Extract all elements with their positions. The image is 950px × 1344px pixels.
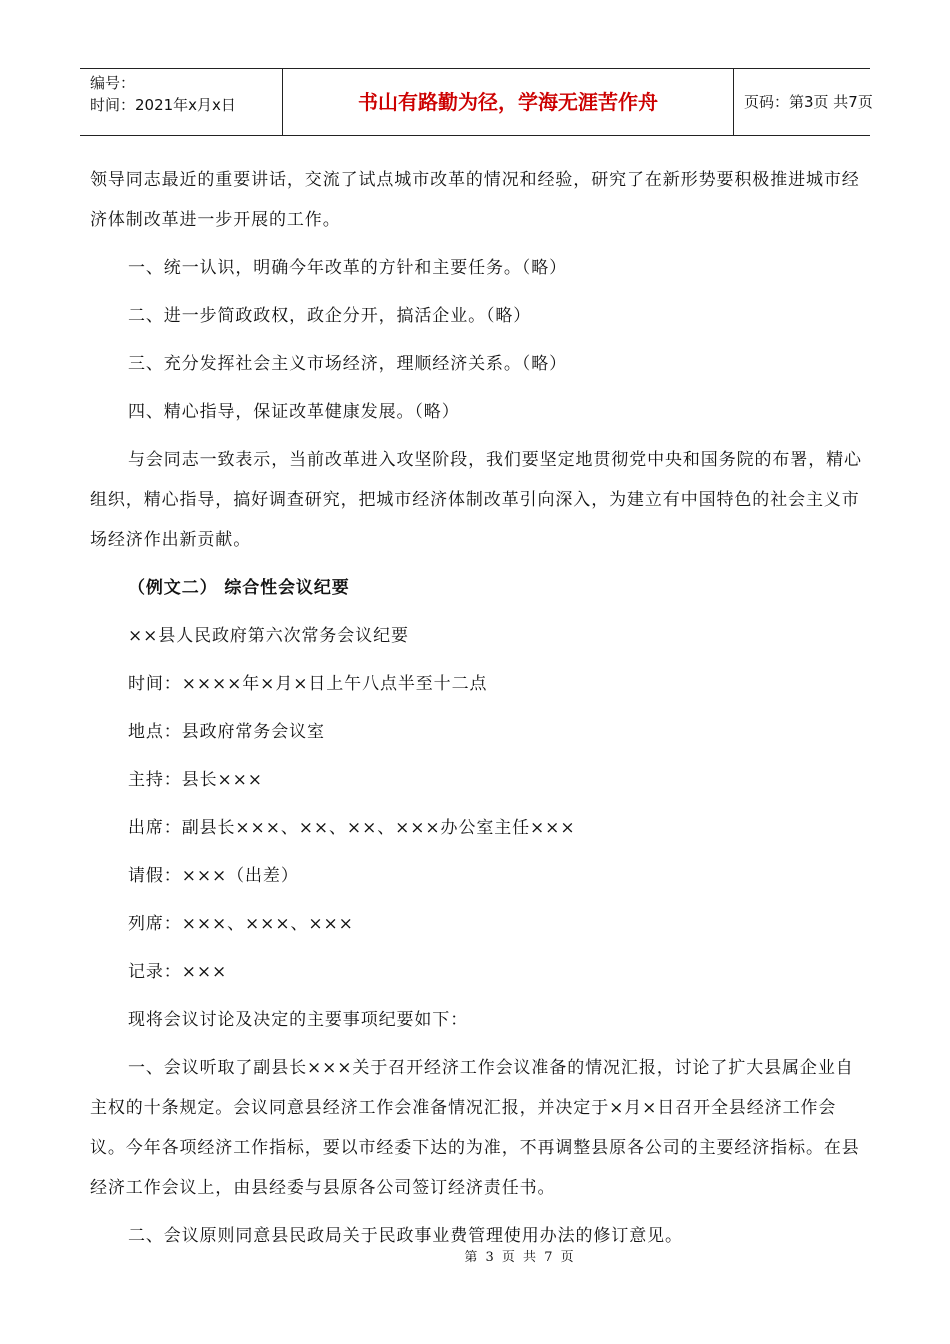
paragraph: 时间：××××年×月×日上午八点半至十二点 (128, 674, 488, 694)
paragraph: 记录：××× (128, 962, 228, 982)
document-body (90, 160, 862, 1256)
paragraph: 领导同志最近的重要讲话，交流了试点城市改革的情况和经验，研究了在新形势要积极推进城市经济体制改革进一步开展的工作。 (90, 170, 860, 230)
paragraph: 三、充分发挥社会主义市场经济，理顺经济关系。（略） (128, 354, 567, 374)
paragraph: 列席：×××、×××、××× (128, 914, 354, 934)
paragraph: 一、会议听取了副县长×××关于召开经济工作会议准备的情况汇报，讨论了扩大县属企业自主权的十条规定。会议同意县经济工作会准备情况汇报，并决定于×月×日召开全县经济工作会议。今年各项经济工作指标，要以市经委下达的为准，不再调整县原各公司的主要经济指标。在县经济工作会议上，由县经委与县原各公司签订经济责任书。 (90, 1058, 860, 1198)
section-heading: （例文二） 综合性会议纪要 (128, 578, 350, 598)
page-footer: 第 3 页 共 7 页 (464, 1250, 576, 1265)
header-motto: 书山有路勤为径，学海无涯苦作舟 (282, 69, 734, 135)
paragraph: 二、进一步简政政权，政企分开，搞活企业。（略） (128, 306, 532, 326)
header-page-info: 页码：第3页 共7页 (744, 93, 873, 111)
paragraph: 现将会议讨论及决定的主要事项纪要如下： (128, 1010, 469, 1030)
paragraph: 四、精心指导，保证改革健康发展。（略） (128, 402, 460, 422)
document-date: 时间：2021年x月x日 (90, 96, 236, 114)
paragraph: 出席：副县长×××、××、××、×××办公室主任××× (128, 818, 576, 838)
header-meta (80, 69, 282, 135)
paragraph: 请假：×××（出差） (128, 866, 299, 886)
paragraph: 二、会议原则同意县民政局关于民政事业费管理使用办法的修订意见。 (128, 1226, 683, 1246)
paragraph: ××县人民政府第六次常务会议纪要 (128, 626, 409, 646)
paragraph: 与会同志一致表示，当前改革进入攻坚阶段，我们要坚定地贯彻党中央和国务院的布署，精心组织，精心指导，搞好调查研究，把城市经济体制改革引向深入，为建立有中国特色的社会主义市场经济作出新贡献。 (90, 450, 862, 550)
document-number-label: 编号： (90, 74, 136, 92)
paragraph: 一、统一认识，明确今年改革的方针和主要任务。（略） (128, 258, 567, 278)
paragraph: 地点：县政府常务会议室 (128, 722, 325, 742)
paragraph: 主持：县长××× (128, 770, 263, 790)
page-header (80, 68, 873, 136)
